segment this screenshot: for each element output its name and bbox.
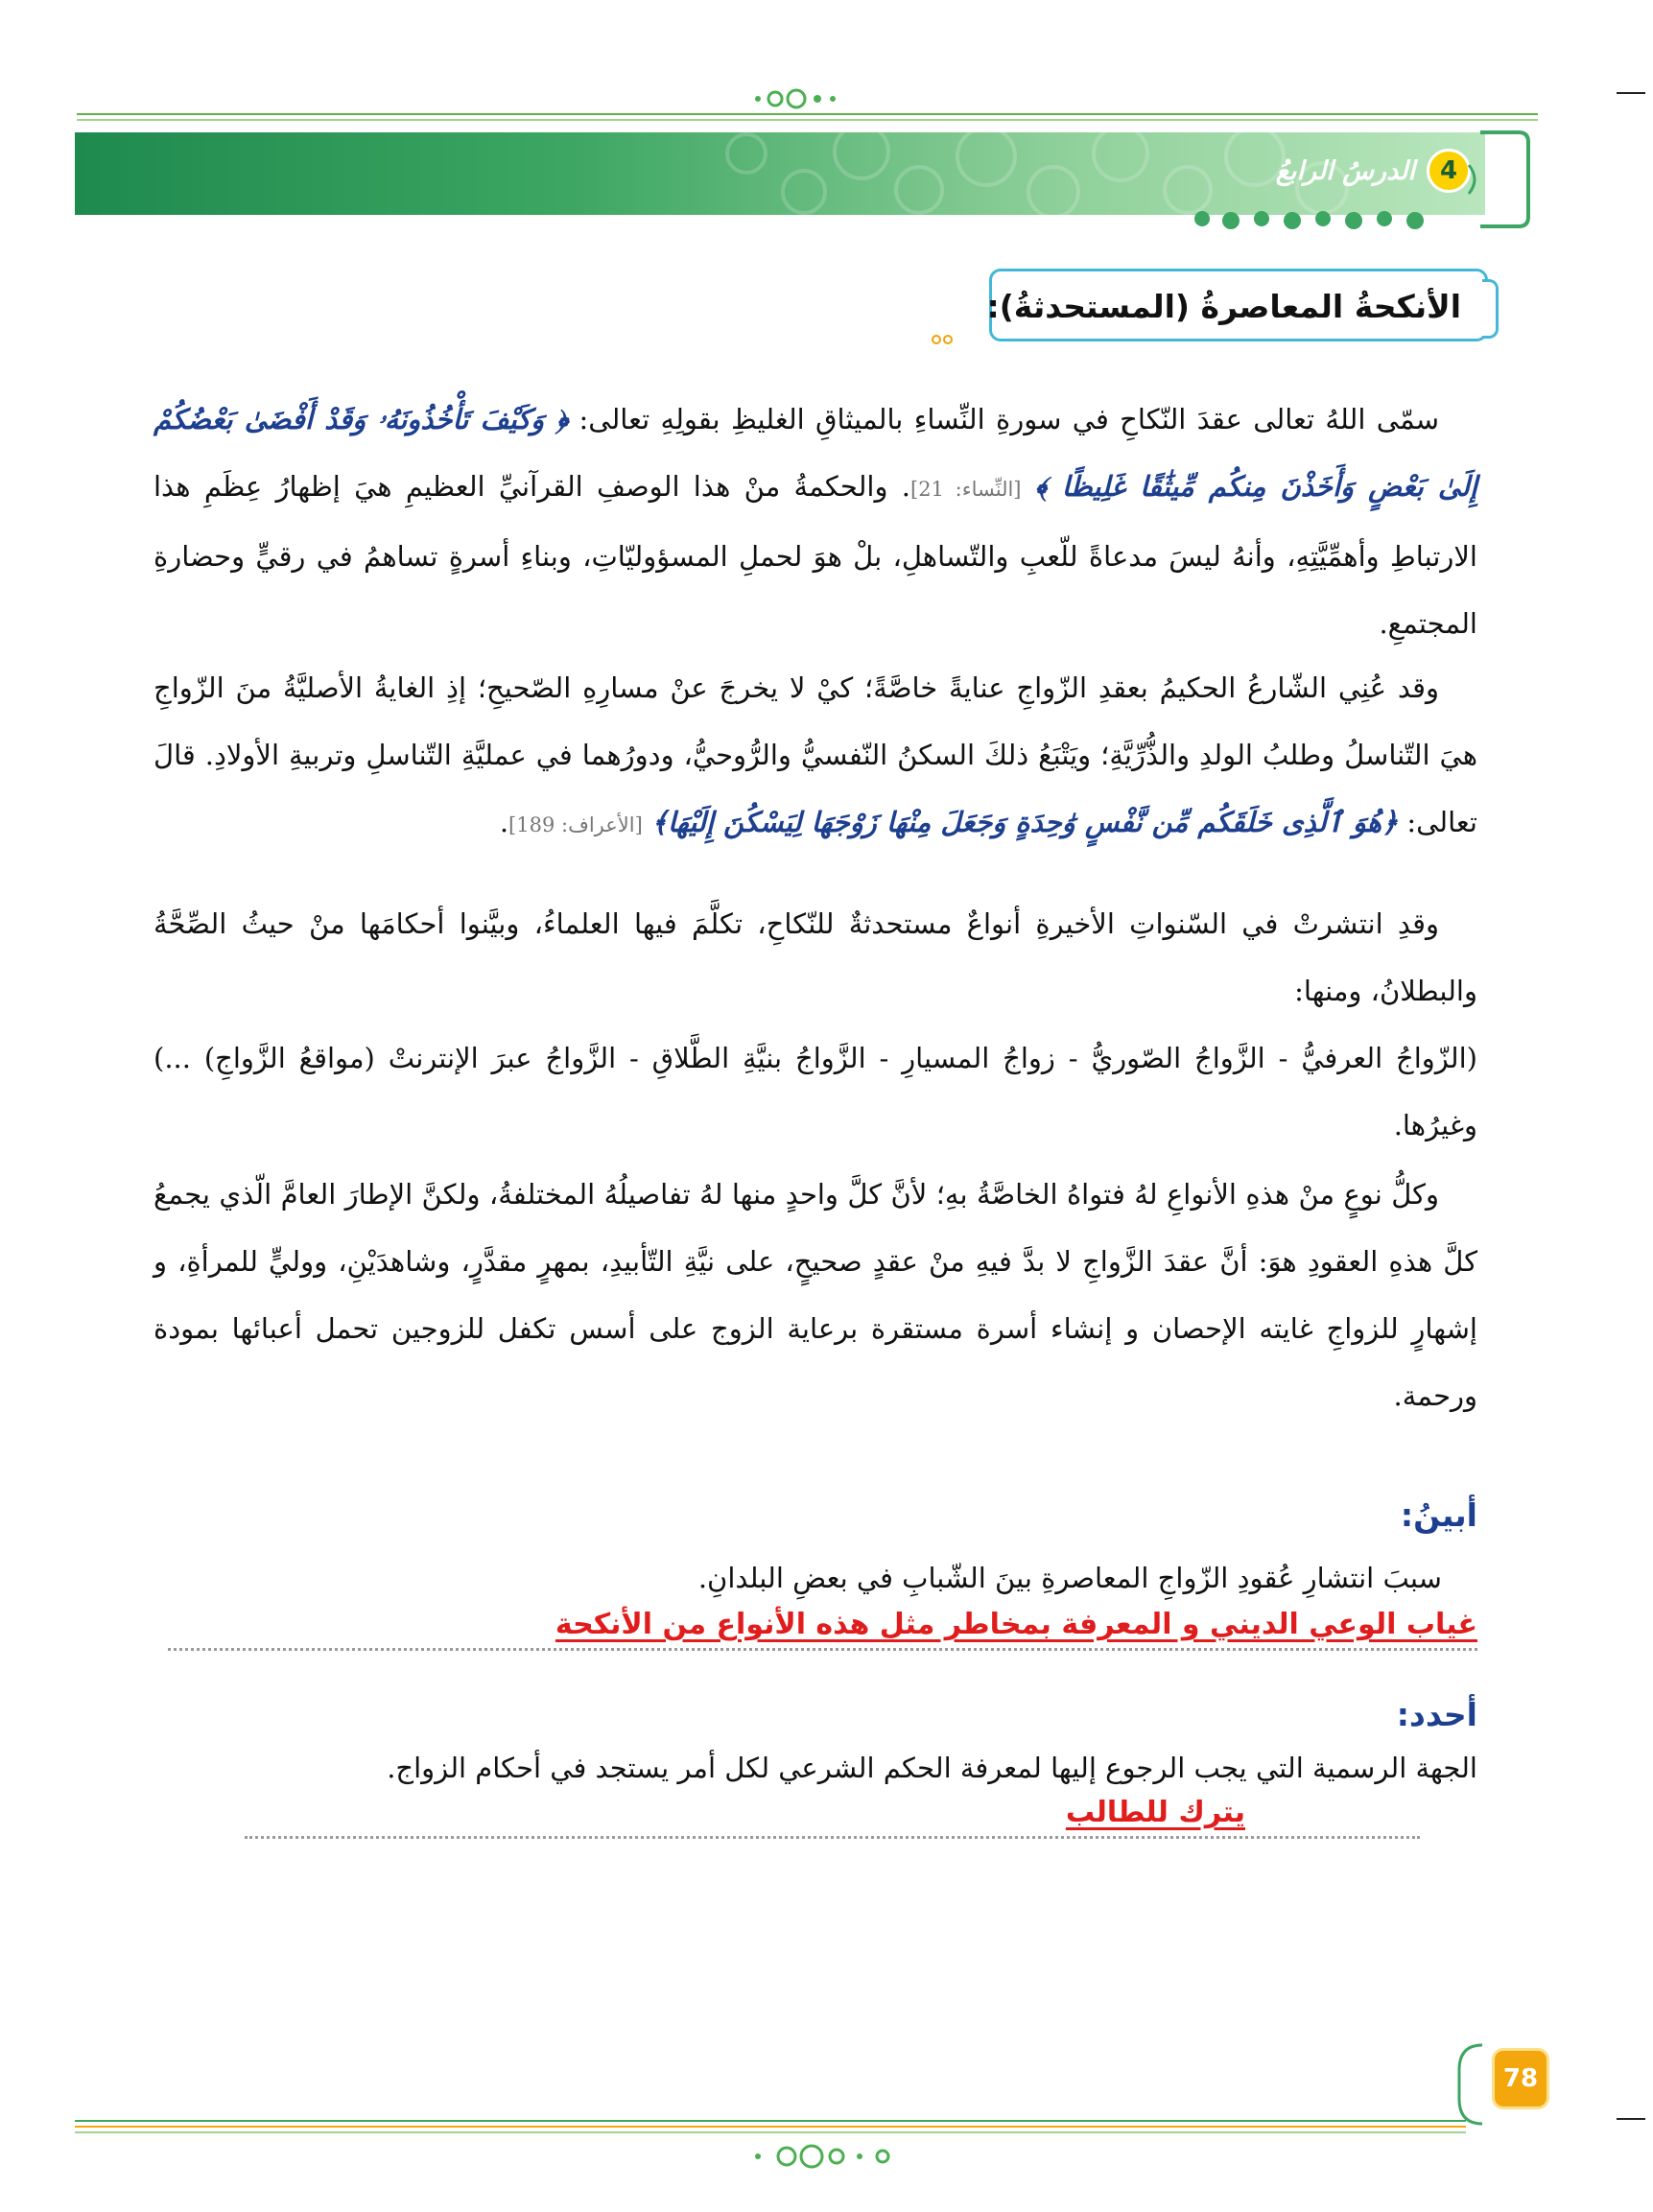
p2-verse-reference: [الأعراف: 189] [508, 813, 643, 836]
crop-mark-bottom [1617, 2118, 1645, 2120]
activity-2-answer-line [245, 1836, 1420, 1839]
band-pattern [75, 132, 1485, 215]
section-heading-tab [1482, 279, 1499, 339]
p2-intro: وقد عُنِي الشّارعُ الحكيمُ بعقدِ الزّواجِ عنايةً خاصَّةً؛ كيْ لا يخرجَ عنْ مسارِهِ الصّحيحِ؛ إذِ الغايةُ الأصليَّةُ منَ الزّواجِ هيَ التّناسلُ وطلبُ الولدِ والذُّرِّيَّةِ؛ ويَتْبَعُ ذلكَ السكنُ النّفسيُّ والرُّوحيُّ، ودورُهما في عمليَّةِ التّناسلِ وتربيةِ الأولادِ. قالَ تعالى: [153, 671, 1477, 838]
top-swirl-ornament [729, 84, 863, 113]
lesson-number-badge: 4 [1427, 149, 1471, 193]
top-rule-light [77, 119, 1538, 121]
p2-end: . [499, 806, 509, 838]
activity-2-label: أحدد: [1396, 1696, 1477, 1733]
footer-rule-orange [75, 2126, 1466, 2128]
paragraph-1 [153, 386, 1477, 657]
lesson-header-band [75, 132, 1485, 215]
activity-1-answer[interactable]: غياب الوعي الديني و المعرفة بمخاطر مثل هذه الأنواع من الأنكحة [555, 1608, 1477, 1641]
lesson-tag [1276, 144, 1471, 198]
activity-2-question: الجهة الرسمية التي يجب الرجوع إليها لمعرفة الحكم الشرعي لكل أمر يستجد في أحكام الزواج. [387, 1752, 1477, 1784]
p1-verse-reference: [النِّساء: 21] [909, 478, 1022, 501]
footer-rule-green [75, 2120, 1466, 2122]
paragraph-5: وكلُّ نوعٍ منْ هذهِ الأنواعِ لهُ فتواهُ الخاصَّةُ بهِ؛ لأنَّ كلَّ واحدٍ منها لهُ تفاصيلُهُ المختلفةُ، ولكنَّ الإطارَ العامَّ الّذي يجمعُ كلَّ هذهِ العقودِ هوَ: أنَّ عقدَ الزَّواجِ لا بدَّ فيهِ منْ عقدٍ صحيحٍ، على نيَّةِ التّأبيدِ، بمهرٍ مقدَّرٍ، وشاهدَيْنِ، ووليٍّ للمرأةِ، و إشهارٍ للزواجِ غايته الإحصان و إنشاء أسرة مستقرة برعاية الزوج على أسس تكفل للزوجين تحمل أعبائها بمودة ورحمة. [153, 1178, 1477, 1412]
p2-quran-verse: ﴿هُوَ ٱلَّذِى خَلَقَكُم مِّن نَّفْسٍ وَٰحِدَةٍ وَجَعَلَ مِنْهَا زَوْجَهَا لِيَسْكُنَ إِلَيْهَا﴾ [651, 806, 1399, 838]
p1-intro: سمّى اللهُ تعالى عقدَ النّكاحِ في سورةِ النِّساءِ بالميثاقِ الغليظِ بقولِهِ تعالى: [579, 403, 1440, 435]
activity-1-answer-line [168, 1648, 1477, 1651]
page-badge-ornament [1453, 2041, 1492, 2128]
section-title: الأنكحةُ المعاصرةُ (المستحدثةُ): [986, 288, 1461, 325]
activity-1-question: سببَ انتشارِ عُقودِ الزّواجِ المعاصرةِ بينَ الشّبابِ في بعضِ البلدانِ. [697, 1562, 1442, 1594]
activity-1-label: أبينُ: [1400, 1496, 1477, 1534]
header-lace-ornament [1183, 209, 1452, 236]
header-bracket-ornament [1461, 127, 1538, 232]
p1-rest: . والحكمةُ منْ هذا الوصفِ القرآنيِّ العظيمِ هيَ إظهارُ عِظَمِ هذا الارتباطِ وأهمِّيَّتِهِ، وأنهُ ليسَ مدعاةً للّعبِ والتّساهلِ، بلْ هوَ لحملِ المسؤوليّاتِ، وبناءِ أسرةٍ تساهمُ في رقيٍّ وحضارةِ المجتمعِ. [153, 470, 1477, 640]
footer-swirl-ornament [729, 2141, 921, 2172]
footer-rule-light [75, 2131, 1466, 2133]
top-rule [77, 113, 1538, 115]
p1-quran-verse: ﴿ وَكَيْفَ تَأْخُذُونَهُۥ وَقَدْ أَفْضَىٰ بَعْضُكُمْ إِلَىٰ بَعْضٍ وَأَخَذْنَ مِنكُم مِّيثَٰقًا غَلِيظًا ﴾ [153, 403, 1477, 503]
lesson-label: الدرسُ الرابعُ [1275, 155, 1415, 186]
crop-mark-top [1617, 92, 1645, 94]
paragraph-4-list: (الزّواجُ العرفيُّ - الزَّواجُ الصّوريُّ - زواجُ المسيارِ - الزَّواجُ بنيَّةِ الطَّلاقِ - الزَّواجُ عبرَ الإنترنتْ (مواقعُ الزَّواجِ) ...) وغيرُها. [153, 1042, 1477, 1141]
page-number-badge: 78 [1492, 2048, 1549, 2109]
activity-2-answer[interactable]: يترك للطالب [1065, 1796, 1245, 1829]
heading-dots-ornament [929, 334, 957, 345]
paragraph-2 [153, 654, 1477, 859]
paragraph-3: وقدِ انتشرتْ في السّنواتِ الأخيرةِ أنواعٌ مستحدثةٌ للنّكاحِ، تكلَّمَ فيها العلماءُ، وبيَّنوا أحكامَها منْ حيثُ الصِّحَّةُ والبطلانُ، ومنها: [153, 907, 1477, 1007]
